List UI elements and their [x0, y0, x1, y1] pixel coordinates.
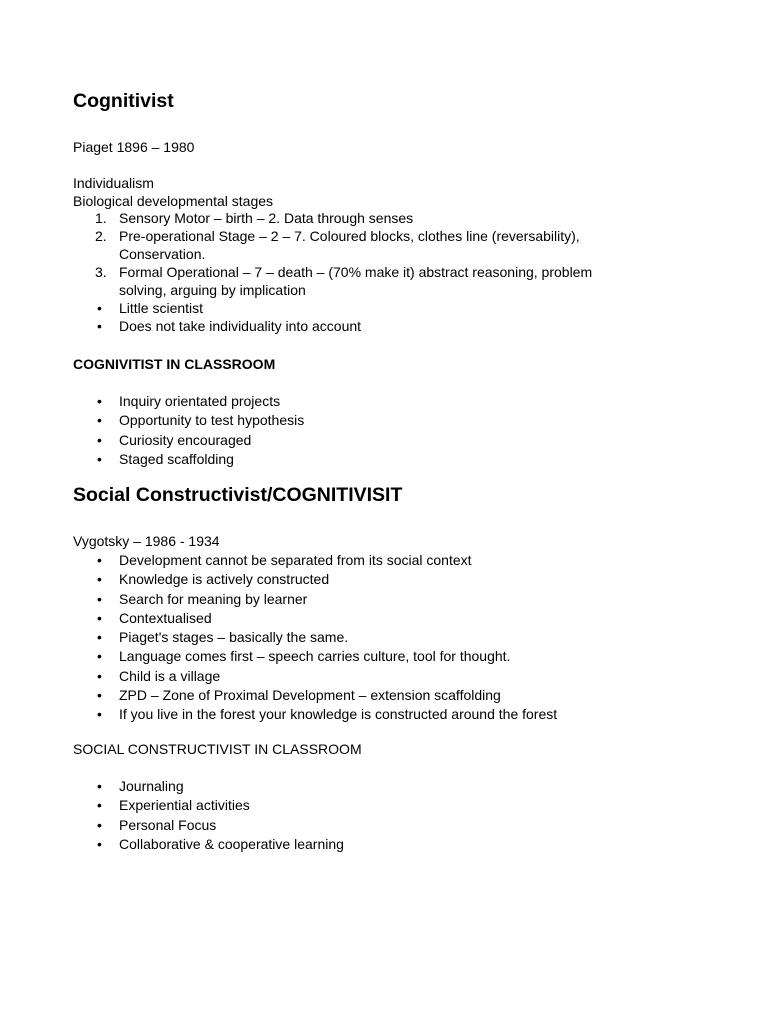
bullet-icon: • [97, 450, 102, 467]
bullet-icon: • [97, 318, 102, 334]
numbered-stages-list [73, 209, 592, 335]
bullet-icon: • [97, 571, 102, 588]
bullet-icon: • [97, 412, 102, 429]
list-item: • Inquiry orientated projects [97, 393, 281, 409]
bullet-icon: • [97, 300, 102, 316]
vygotsky-dates: Vygotsky – 1986 - 1934 [73, 533, 220, 549]
list-item: • Language comes first – speech carries culture, tool for thought. [97, 648, 511, 665]
list-item: • Staged scaffolding [97, 450, 234, 467]
bullet-icon: • [97, 629, 102, 646]
bullet-icon: • [97, 552, 102, 568]
list-item: • Contextualised [97, 609, 212, 626]
list-item: • Personal Focus [97, 816, 217, 833]
list-item: • Search for meaning by learner [97, 590, 308, 607]
bullet-icon: • [97, 778, 102, 794]
list-item: • Little scientist [97, 300, 204, 316]
bullet-icon: • [97, 816, 102, 833]
piaget-dates: Piaget 1896 – 1980 [73, 139, 195, 155]
heading-cognivitist-classroom: COGNIVITIST IN CLASSROOM [73, 356, 276, 372]
list-number: 3. [95, 264, 107, 280]
list-item: • Piaget's stages – basically the same. [97, 629, 349, 646]
list-item: • Collaborative & cooperative learning [97, 835, 344, 852]
list-number: 2. [95, 228, 107, 244]
bullet-icon: • [97, 590, 102, 607]
bullet-icon: • [97, 609, 102, 626]
list-item: • If you live in the forest your knowledge is constructed around the forest [97, 706, 558, 723]
social-classroom-list [73, 777, 344, 854]
bullet-icon: • [97, 667, 102, 684]
heading-social-constructivist: Social Constructivist/COGNITIVISIT [73, 484, 403, 506]
list-item: 2. Pre-operational Stage – 2 – 7. Coloured blocks, clothes line (reversability), Conservation. [95, 228, 580, 262]
heading-cognitivist: Cognitivist [73, 90, 174, 112]
list-item: • Experiential activities [97, 797, 250, 814]
list-item: • Does not take individuality into account [97, 318, 362, 334]
list-item: • Journaling [97, 778, 184, 794]
bullet-icon: • [97, 393, 102, 409]
list-item: • Knowledge is actively constructed [97, 571, 330, 588]
list-item: 1. Sensory Motor – birth – 2. Data through senses [95, 210, 414, 226]
bullet-icon: • [97, 687, 102, 704]
list-item: 3. Formal Operational – 7 – death – (70% make it) abstract reasoning, problem solving, arguing by implication [95, 264, 593, 298]
list-number: 1. [95, 210, 107, 226]
bullet-icon: • [97, 431, 102, 448]
social-constructivist-list [73, 551, 557, 725]
bullet-icon: • [97, 706, 102, 723]
list-item: • Curiosity encouraged [97, 431, 252, 448]
list-item: • Child is a village [97, 667, 221, 684]
list-item: • Development cannot be separated from its social context [97, 552, 472, 568]
list-item: • Opportunity to test hypothesis [97, 412, 305, 429]
list-item: • ZPD – Zone of Proximal Development – extension scaffolding [97, 687, 501, 704]
bullet-icon: • [97, 648, 102, 665]
cognitivist-classroom-list [73, 392, 304, 469]
individualism-line: Individualism [73, 175, 154, 191]
stages-line: Biological developmental stages [73, 193, 274, 209]
bullet-icon: • [97, 797, 102, 814]
bullet-icon: • [97, 835, 102, 852]
heading-social-constructivist-classroom: SOCIAL CONSTRUCTIVIST IN CLASSROOM [73, 741, 362, 757]
